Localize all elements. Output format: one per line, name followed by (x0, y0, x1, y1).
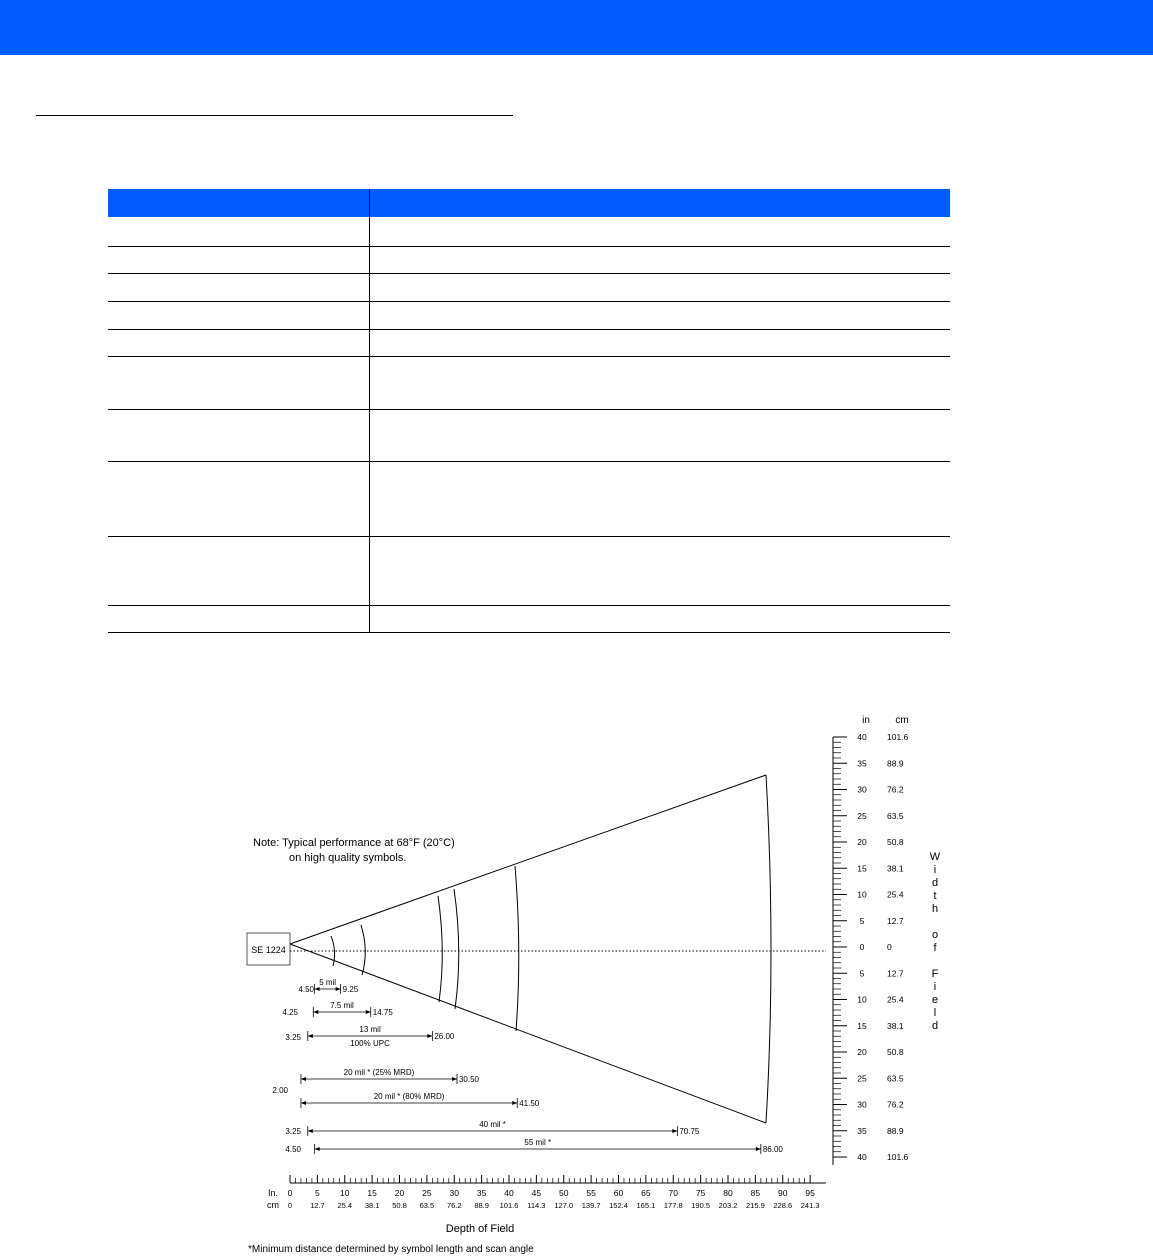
depth-tick-in: 40 (504, 1188, 514, 1198)
width-title-letter: F (931, 968, 939, 980)
width-tick-cm: 50.8 (887, 1047, 904, 1057)
width-tick-in: 10 (857, 889, 867, 900)
range-start-value: 3.25 (285, 1127, 301, 1136)
depth-tick-in: 75 (695, 1188, 706, 1198)
range-start-value: 4.50 (298, 985, 314, 994)
range-label: 13 mil (359, 1025, 381, 1034)
width-tick-in: 25 (857, 1073, 867, 1084)
range-sublabel: 100% UPC (350, 1039, 390, 1048)
range-2 (285, 1025, 454, 1048)
depth-tick-cm: 0 (287, 1201, 293, 1210)
depth-tick-cm: 127.0 (554, 1201, 574, 1210)
width-tick-in: 35 (857, 758, 867, 769)
depth-tick-cm: 76.2 (446, 1201, 462, 1210)
range-start-value: 4.50 (285, 1145, 301, 1154)
range-arrow-right (452, 1077, 457, 1081)
range-arrow-left (308, 1034, 313, 1038)
depth-tick-in: 55 (586, 1188, 596, 1198)
width-tick-in: 40 (857, 732, 867, 742)
zone-arc-13mil (438, 896, 442, 1002)
width-axis-unit-cm: cm (895, 715, 909, 726)
width-tick-cm: 101.6 (887, 1152, 909, 1162)
width-tick-in: 5 (859, 968, 865, 979)
note-line-1: Note: Typical performance at 68°F (20°C) (253, 837, 455, 849)
width-title-letter: h (931, 903, 939, 915)
depth-tick-cm: 241.3 (800, 1201, 820, 1210)
width-title-letter: l (933, 1007, 937, 1019)
width-tick-in: 10 (857, 994, 867, 1005)
width-tick-cm: 0 (887, 942, 892, 952)
depth-tick-in: 30 (449, 1188, 459, 1198)
depth-tick-in: 10 (340, 1188, 350, 1198)
depth-tick-in: 20 (394, 1188, 405, 1198)
range-arrow-left (313, 1010, 318, 1014)
range-1 (282, 1001, 393, 1017)
width-title-letter: d (931, 877, 939, 889)
depth-tick-cm: 63.5 (419, 1201, 435, 1210)
range-dimensions (272, 978, 783, 1154)
range-arrow-left (315, 1147, 320, 1151)
range-end-value: 86.00 (762, 1145, 783, 1154)
depth-tick-cm: 50.8 (392, 1201, 407, 1210)
depth-tick-cm: 25.4 (337, 1201, 353, 1210)
width-title-letter: t (933, 890, 937, 902)
range-6 (285, 1138, 783, 1154)
range-label: 20 mil * (25% MRD) (343, 1068, 415, 1077)
range-end-value: 70.75 (679, 1127, 700, 1136)
width-tick-cm: 76.2 (887, 1099, 904, 1110)
range-arrow-right (427, 1034, 432, 1038)
width-title-letter: i (933, 981, 937, 993)
range-end-value: 14.75 (372, 1008, 393, 1017)
width-tick-cm: 76.2 (887, 784, 904, 795)
depth-tick-cm: 177.8 (663, 1201, 683, 1210)
range-label: 55 mil * (524, 1138, 552, 1147)
engine-label: SE 1224 (251, 945, 286, 955)
depth-tick-cm: 38.1 (364, 1201, 380, 1210)
zone-arc-20mil-a (454, 889, 459, 1009)
width-tick-cm: 12.7 (887, 915, 904, 926)
width-tick-in: 20 (857, 1047, 867, 1057)
range-end-value: 41.50 (519, 1099, 540, 1108)
depth-tick-in: 15 (367, 1188, 377, 1198)
width-title-letter: d (931, 1020, 939, 1032)
depth-tick-in: 25 (422, 1188, 432, 1198)
width-tick-cm: 12.7 (887, 968, 904, 979)
width-tick-cm: 88.9 (887, 758, 904, 769)
depth-tick-in: 45 (531, 1188, 542, 1198)
width-title-letter: f (933, 942, 937, 954)
width-of-field-axis (833, 715, 941, 1165)
range-label: 7.5 mil (330, 1001, 354, 1010)
width-tick-cm: 101.6 (887, 732, 909, 742)
zone-arc-20mil-b (515, 866, 519, 1031)
range-arrow-left (315, 987, 320, 991)
width-title-letter: o (931, 929, 939, 941)
width-tick-in: 40 (857, 1152, 867, 1162)
range-arrow-left (301, 1077, 306, 1081)
depth-tick-in: 70 (668, 1188, 678, 1198)
range-arrow-left (301, 1101, 306, 1105)
range-arrow-right (756, 1147, 761, 1151)
width-tick-in: 20 (857, 837, 867, 847)
depth-tick-in: 90 (778, 1188, 788, 1198)
range-end-value: 30.50 (458, 1075, 480, 1084)
depth-tick-cm: 228.6 (773, 1201, 793, 1210)
width-tick-in: 5 (859, 915, 865, 926)
width-tick-in: 0 (859, 942, 865, 952)
range-start-value: 3.25 (285, 1033, 301, 1042)
depth-tick-cm: 215.9 (745, 1201, 765, 1210)
depth-tick-in: 65 (641, 1188, 651, 1198)
depth-tick-in: 0 (287, 1188, 293, 1198)
range-arrow-left (308, 1129, 313, 1133)
width-tick-cm: 38.1 (887, 1020, 904, 1031)
depth-tick-in: 50 (559, 1188, 569, 1198)
width-tick-in: 30 (857, 1099, 867, 1110)
depth-tick-cm: 88.9 (474, 1201, 489, 1210)
depth-axis-title: Depth of Field (445, 1223, 515, 1235)
range-arrow-right (336, 987, 341, 991)
width-title-letter: e (931, 994, 939, 1006)
depth-tick-in: 85 (750, 1188, 761, 1198)
range-4 (301, 1092, 540, 1108)
depth-tick-in: 80 (723, 1188, 733, 1198)
depth-tick-cm: 114.3 (527, 1201, 546, 1210)
zone-arc-55mil (766, 775, 771, 1123)
width-tick-cm: 38.1 (887, 863, 904, 874)
width-tick-cm: 63.5 (887, 1073, 904, 1084)
width-tick-in: 15 (857, 863, 867, 874)
range-start-value: 4.25 (282, 1008, 298, 1017)
width-tick-in: 35 (857, 1125, 867, 1136)
width-title-letter: i (933, 864, 937, 876)
depth-tick-cm: 190.5 (691, 1201, 711, 1210)
width-tick-cm: 25.4 (887, 889, 904, 900)
range-label: 5 mil (319, 978, 337, 987)
range-end-value: 26.00 (434, 1032, 455, 1041)
width-tick-cm: 63.5 (887, 810, 904, 821)
depth-tick-cm: 152.4 (609, 1201, 628, 1210)
depth-tick-in: 95 (805, 1188, 815, 1198)
depth-of-field-axis (267, 1175, 826, 1235)
range-arrow-right (672, 1129, 677, 1133)
depth-tick-cm: 139.7 (581, 1201, 601, 1210)
range-arrow-right (512, 1101, 517, 1105)
width-tick-cm: 25.4 (887, 994, 904, 1005)
width-tick-in: 30 (857, 784, 867, 795)
range-3 (272, 1068, 479, 1095)
depth-axis-unit-in: In. (267, 1188, 279, 1198)
depth-tick-cm: 12.7 (310, 1201, 325, 1210)
width-tick-cm: 50.8 (887, 837, 904, 847)
depth-tick-cm: 203.2 (718, 1201, 738, 1210)
width-title-letter: W (929, 851, 941, 863)
range-0 (298, 978, 358, 994)
range-label: 20 mil * (80% MRD) (373, 1092, 445, 1101)
range-arrow-right (366, 1010, 371, 1014)
width-axis-unit-in: in (862, 715, 870, 726)
depth-tick-in: 60 (613, 1188, 624, 1198)
range-end-value: 9.25 (342, 985, 359, 994)
depth-tick-in: 35 (476, 1188, 487, 1198)
zone-arc-7-5mil (361, 925, 365, 975)
range-label: 40 mil * (479, 1120, 506, 1129)
range-start-value: 2.00 (272, 1086, 288, 1095)
footnote: *Minimum distance determined by symbol length and scan angle (248, 1244, 534, 1255)
width-tick-in: 15 (857, 1020, 867, 1031)
depth-tick-cm: 101.6 (499, 1201, 519, 1210)
width-tick-in: 25 (857, 810, 867, 821)
note-line-2: on high quality symbols. (289, 852, 407, 864)
depth-tick-cm: 165.1 (636, 1201, 656, 1210)
width-tick-cm: 88.9 (887, 1125, 904, 1136)
depth-axis-unit-cm: cm (267, 1200, 279, 1210)
range-5 (285, 1120, 700, 1136)
diagram-geometry (247, 775, 826, 1123)
depth-tick-in: 5 (315, 1188, 320, 1198)
